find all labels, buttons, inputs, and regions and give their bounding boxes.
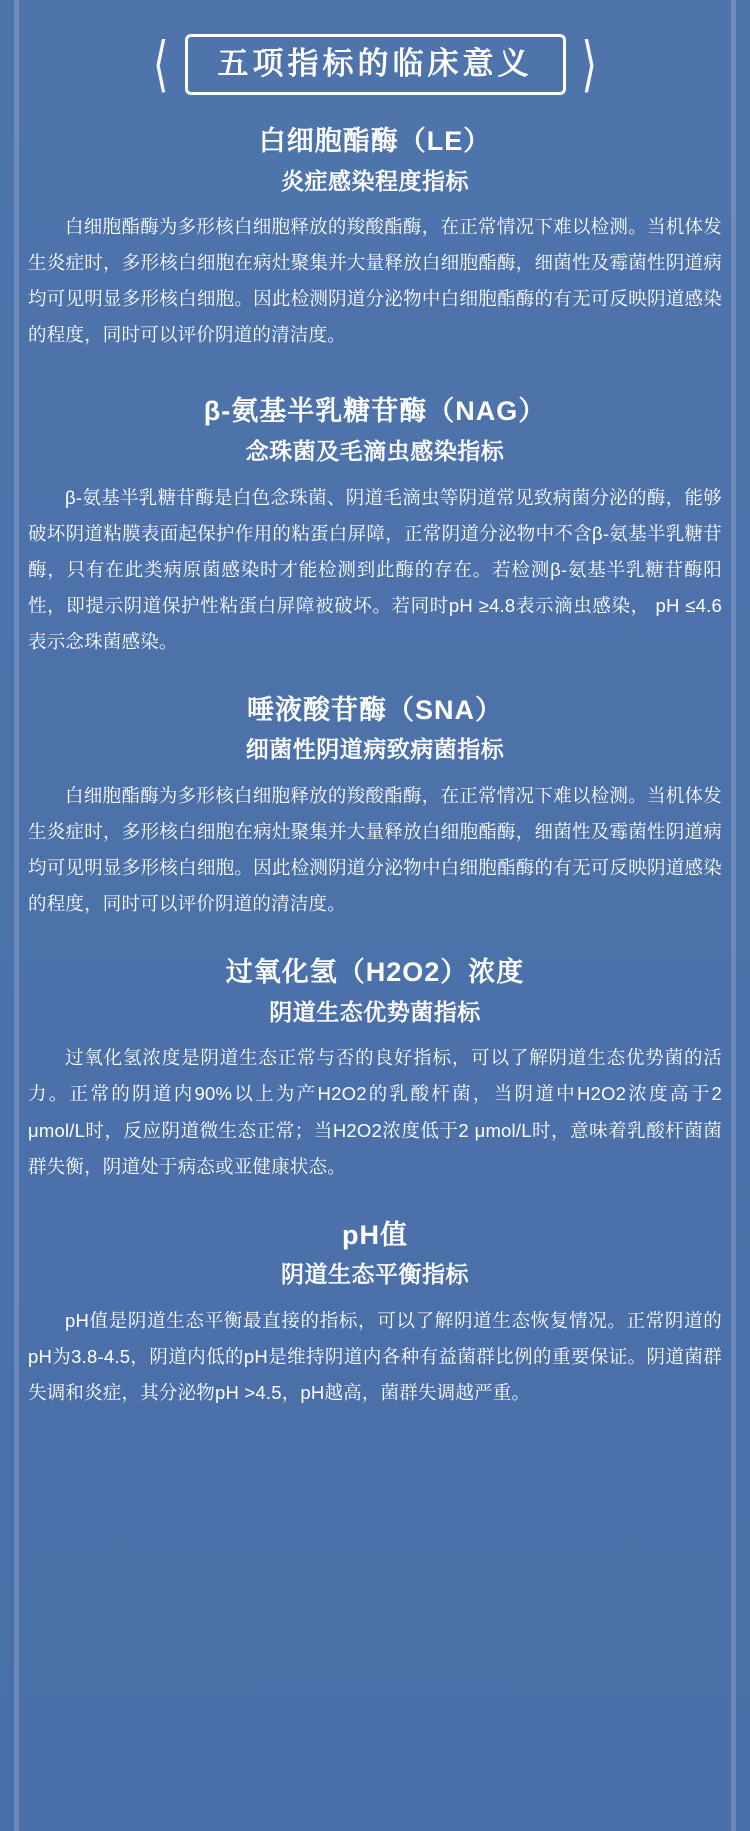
section-le bbox=[28, 121, 722, 353]
left-rail-decoration bbox=[14, 0, 19, 1831]
section-heading bbox=[28, 1215, 722, 1293]
header-title-box bbox=[185, 34, 566, 95]
section-subtitle: 细菌性阴道病致病菌指标 bbox=[245, 736, 505, 763]
section-spacer bbox=[28, 1193, 722, 1215]
section-body: pH值是阴道生态平衡最直接的指标，可以了解阴道生态恢复情况。正常阴道的pH为3.8-4.5，阴道内低的pH是维持阴道内各种有益菌群比例的重要保证。阴道菌群失调和炎症，其分泌物pH >4.5，pH越高，菌群失调越严重。 bbox=[28, 1309, 722, 1403]
section-heading bbox=[28, 690, 722, 768]
section-sna bbox=[28, 690, 722, 922]
section-ph bbox=[28, 1215, 722, 1411]
section-nag bbox=[28, 391, 722, 659]
section-body: 白细胞酯酶为多形核白细胞释放的羧酸酯酶，在正常情况下难以检测。当机体发生炎症时，多形核白细胞在病灶聚集并大量释放白细胞酯酶，细菌性及霉菌性阴道病均可见明显多形核白细胞。因此检测阴道分泌物中白细胞酯酶的有无可反映阴道感染的程度，同时可以评价阴道的清洁度。 bbox=[28, 784, 722, 915]
section-title: pH值 bbox=[342, 1219, 408, 1250]
section-heading bbox=[28, 391, 722, 469]
page-title: 五项指标的临床意义 bbox=[217, 46, 533, 81]
section-subtitle: 念珠菌及毛滴虫感染指标 bbox=[245, 437, 505, 464]
section-subtitle: 炎症感染程度指标 bbox=[281, 167, 469, 194]
section-subtitle: 阴道生态优势菌指标 bbox=[269, 998, 481, 1025]
section-heading bbox=[28, 121, 722, 199]
section-body: 过氧化氢浓度是阴道生态正常与否的良好指标，可以了解阴道生态优势菌的活力。正常的阴道内90%以上为产H2O2的乳酸杆菌，当阴道中H2O2浓度高于2 μmol/L时，反应阴道微生态正常；当H2O2浓度低于2 μmol/L时，意味着乳酸杆菌菌群失衡，阴道处于病态或亚健康状态。 bbox=[28, 1047, 722, 1177]
section-title: 白细胞酯酶（LE） bbox=[258, 126, 492, 156]
chevron-left-icon: ⟨ bbox=[152, 31, 169, 98]
section-heading bbox=[28, 952, 722, 1030]
content-area bbox=[28, 95, 722, 1411]
header-banner bbox=[28, 0, 722, 98]
section-h2o2 bbox=[28, 952, 722, 1184]
chevron-right-icon: ⟩ bbox=[581, 31, 598, 98]
right-rail-decoration bbox=[731, 0, 736, 1831]
section-body: β-氨基半乳糖苷酶是白色念珠菌、阴道毛滴虫等阴道常见致病菌分泌的酶，能够破坏阴道粘膜表面起保护作用的粘蛋白屏障，正常阴道分泌物中不含β-氨基半乳糖苷酶，只有在此类病原菌感染时才能检测到此酶的存在。若检测β-氨基半乳糖苷酶阳性，即提示阴道保护性粘蛋白屏障被破坏。若同时pH ≥4.8表示滴虫感染， pH ≤4.6表示念珠菌感染。 bbox=[28, 486, 722, 652]
section-spacer bbox=[28, 668, 722, 690]
section-subtitle: 阴道生态平衡指标 bbox=[281, 1261, 469, 1288]
section-body: 白细胞酯酶为多形核白细胞释放的羧酸酯酶，在正常情况下难以检测。当机体发生炎症时，多形核白细胞在病灶聚集并大量释放白细胞酯酶，细菌性及霉菌性阴道病均可见明显多形核白细胞。因此检测阴道分泌物中白细胞酯酶的有无可反映阴道感染的程度，同时可以评价阴道的清洁度。 bbox=[28, 216, 722, 346]
section-spacer bbox=[28, 361, 722, 391]
section-spacer bbox=[28, 930, 722, 952]
section-title: β-氨基半乳糖苷酶（NAG） bbox=[203, 396, 547, 427]
section-title: 过氧化氢（H2O2）浓度 bbox=[225, 957, 525, 988]
section-title: 唾液酸苷酶（SNA） bbox=[246, 694, 503, 725]
